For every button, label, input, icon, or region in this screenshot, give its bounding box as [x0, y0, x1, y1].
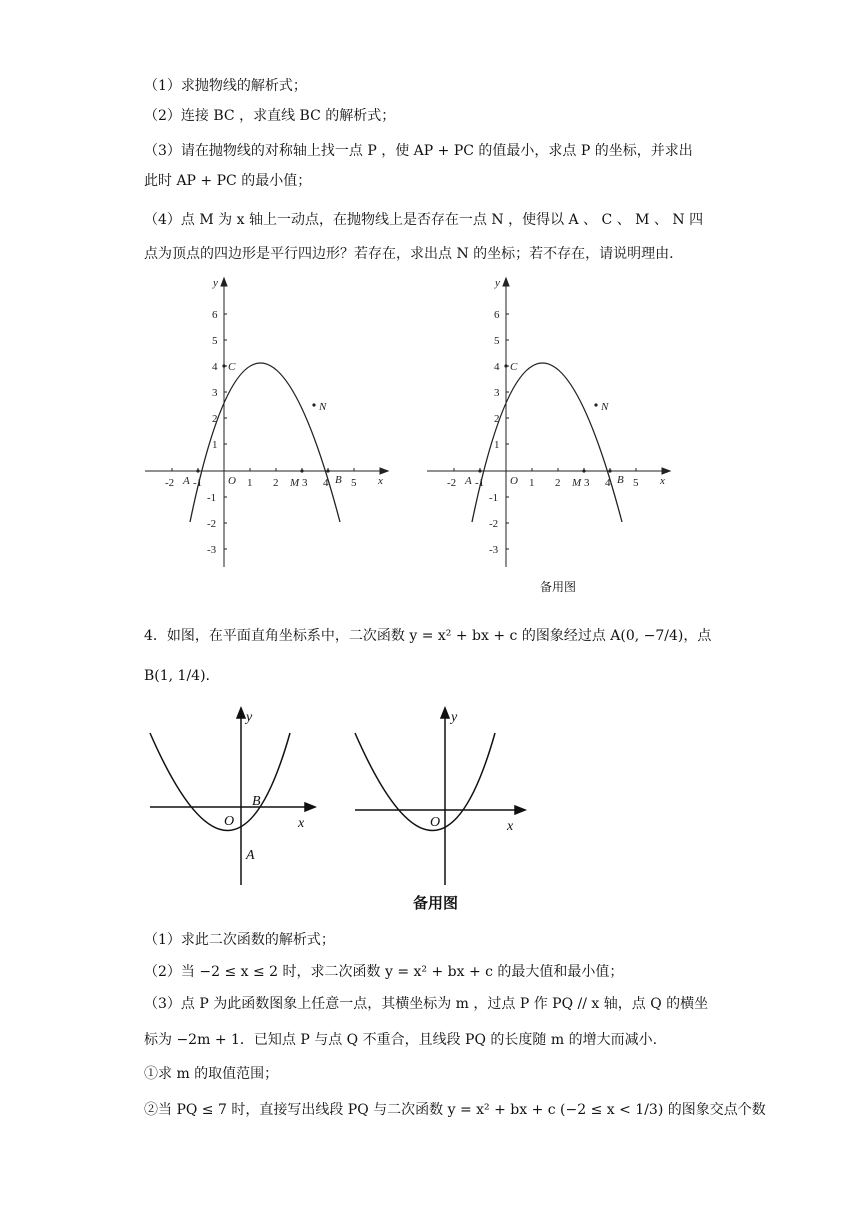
origin-label: O [228, 475, 236, 487]
parabola-graph-4-right [345, 703, 535, 893]
p3-q3a: （3）请在抛物线的对称轴上找一点 P ，使 AP + PC 的值最小，求点 P 的坐标，并求出 [144, 143, 693, 159]
point-b-label: B [335, 474, 342, 486]
x-tick: 2 [555, 477, 561, 489]
y-axis-label: y [246, 710, 253, 725]
y-tick: -3 [489, 544, 499, 556]
point-b-label: B [617, 474, 624, 486]
x-tick: 2 [273, 477, 279, 489]
y-tick: 1 [494, 439, 500, 451]
x-axis-label: x [378, 475, 383, 487]
origin-label: O [430, 815, 441, 830]
y-tick: 3 [212, 387, 218, 399]
x-tick: -2 [447, 477, 457, 489]
spare-figure-caption-4: 备用图 [413, 894, 459, 912]
p4-q3c: ①求 m 的取值范围； [144, 1066, 279, 1082]
y-tick: 1 [212, 439, 218, 451]
x-tick: -1 [193, 477, 203, 489]
y-tick: 4 [494, 361, 500, 373]
x-axis-label: x [507, 819, 514, 834]
parabola-graph-left [140, 272, 400, 572]
origin-label: O [510, 475, 518, 487]
point-c-label: C [510, 361, 518, 373]
y-tick: 4 [212, 361, 218, 373]
point-m-label: M [290, 477, 300, 489]
point-a-label: A [246, 848, 255, 863]
x-axis-label: x [660, 475, 665, 487]
y-tick: 5 [212, 335, 218, 347]
origin-label: O [224, 814, 235, 829]
p3-q4b: 点为顶点的四边形是平行四边形？若存在，求出点 N 的坐标；若不存在，请说明理由. [144, 246, 674, 262]
x-tick: 1 [247, 477, 253, 489]
p3-q4a: （4）点 M 为 x 轴上一动点，在抛物线上是否存在一点 N ，使得以 A 、 C 、 M 、 N 四 [144, 212, 704, 228]
p3-q2: （2）连接 BC ，求直线 BC 的解析式； [144, 108, 396, 124]
spare-figure-caption: 备用图 [540, 580, 577, 594]
x-tick: 4 [323, 477, 329, 489]
point-c-label: C [228, 361, 236, 373]
y-tick: 6 [212, 309, 218, 321]
point-n-label: N [601, 401, 609, 413]
p3-q1: （1）求抛物线的解析式； [144, 78, 307, 94]
y-tick: -1 [207, 492, 217, 504]
x-tick: -2 [165, 477, 175, 489]
y-tick: 2 [494, 413, 500, 425]
y-tick: -2 [207, 518, 217, 530]
y-tick: -2 [489, 518, 499, 530]
point-m-label: M [572, 477, 582, 489]
x-tick: 4 [605, 477, 611, 489]
y-tick: 2 [212, 413, 218, 425]
parabola-graph-right [422, 272, 682, 572]
p4-q3b: 标为 −2m + 1．已知点 P 与点 Q 不重合，且线段 PQ 的长度随 m 的增大而减小. [144, 1032, 658, 1048]
x-tick: 5 [351, 477, 357, 489]
p4-q3d: ②当 PQ ≤ 7 时，直接写出线段 PQ 与二次函数 y = x² + bx + c (−2 ≤ x < 1/3) 的图象交点个数 [144, 1102, 766, 1118]
y-tick: -1 [489, 492, 499, 504]
point-b-label: B [252, 794, 261, 809]
y-axis-label: y [495, 277, 500, 289]
y-axis-label: y [213, 277, 218, 289]
point-n-label: N [319, 401, 327, 413]
y-axis-label: y [451, 710, 458, 725]
x-tick: 3 [584, 477, 590, 489]
y-tick: 6 [494, 309, 500, 321]
x-tick: 3 [302, 477, 308, 489]
y-tick: 3 [494, 387, 500, 399]
x-tick: 1 [529, 477, 535, 489]
y-tick: 5 [494, 335, 500, 347]
p4-stem-b: B(1, 1/4). [144, 668, 211, 684]
p3-q3b: 此时 AP + PC 的最小值； [144, 173, 312, 189]
point-a-label: A [183, 475, 190, 487]
point-a-label: A [465, 475, 472, 487]
y-tick: -3 [207, 544, 217, 556]
x-tick: -1 [475, 477, 485, 489]
p4-q2: （2）当 −2 ≤ x ≤ 2 时，求二次函数 y = x² + bx + c 的最大值和最小值； [144, 964, 624, 980]
p4-stem-a: 4．如图，在平面直角坐标系中，二次函数 y = x² + bx + c 的图象经过点 A(0, −7/4)，点 [144, 628, 712, 644]
x-axis-label: x [298, 816, 305, 831]
parabola-graph-4-left [140, 703, 330, 893]
p4-q1: （1）求此二次函数的解析式； [144, 932, 335, 948]
x-tick: 5 [633, 477, 639, 489]
p4-q3a: （3）点 P 为此函数图象上任意一点，其横坐标为 m ，过点 P 作 PQ // x 轴，点 Q 的横坐 [144, 996, 709, 1012]
